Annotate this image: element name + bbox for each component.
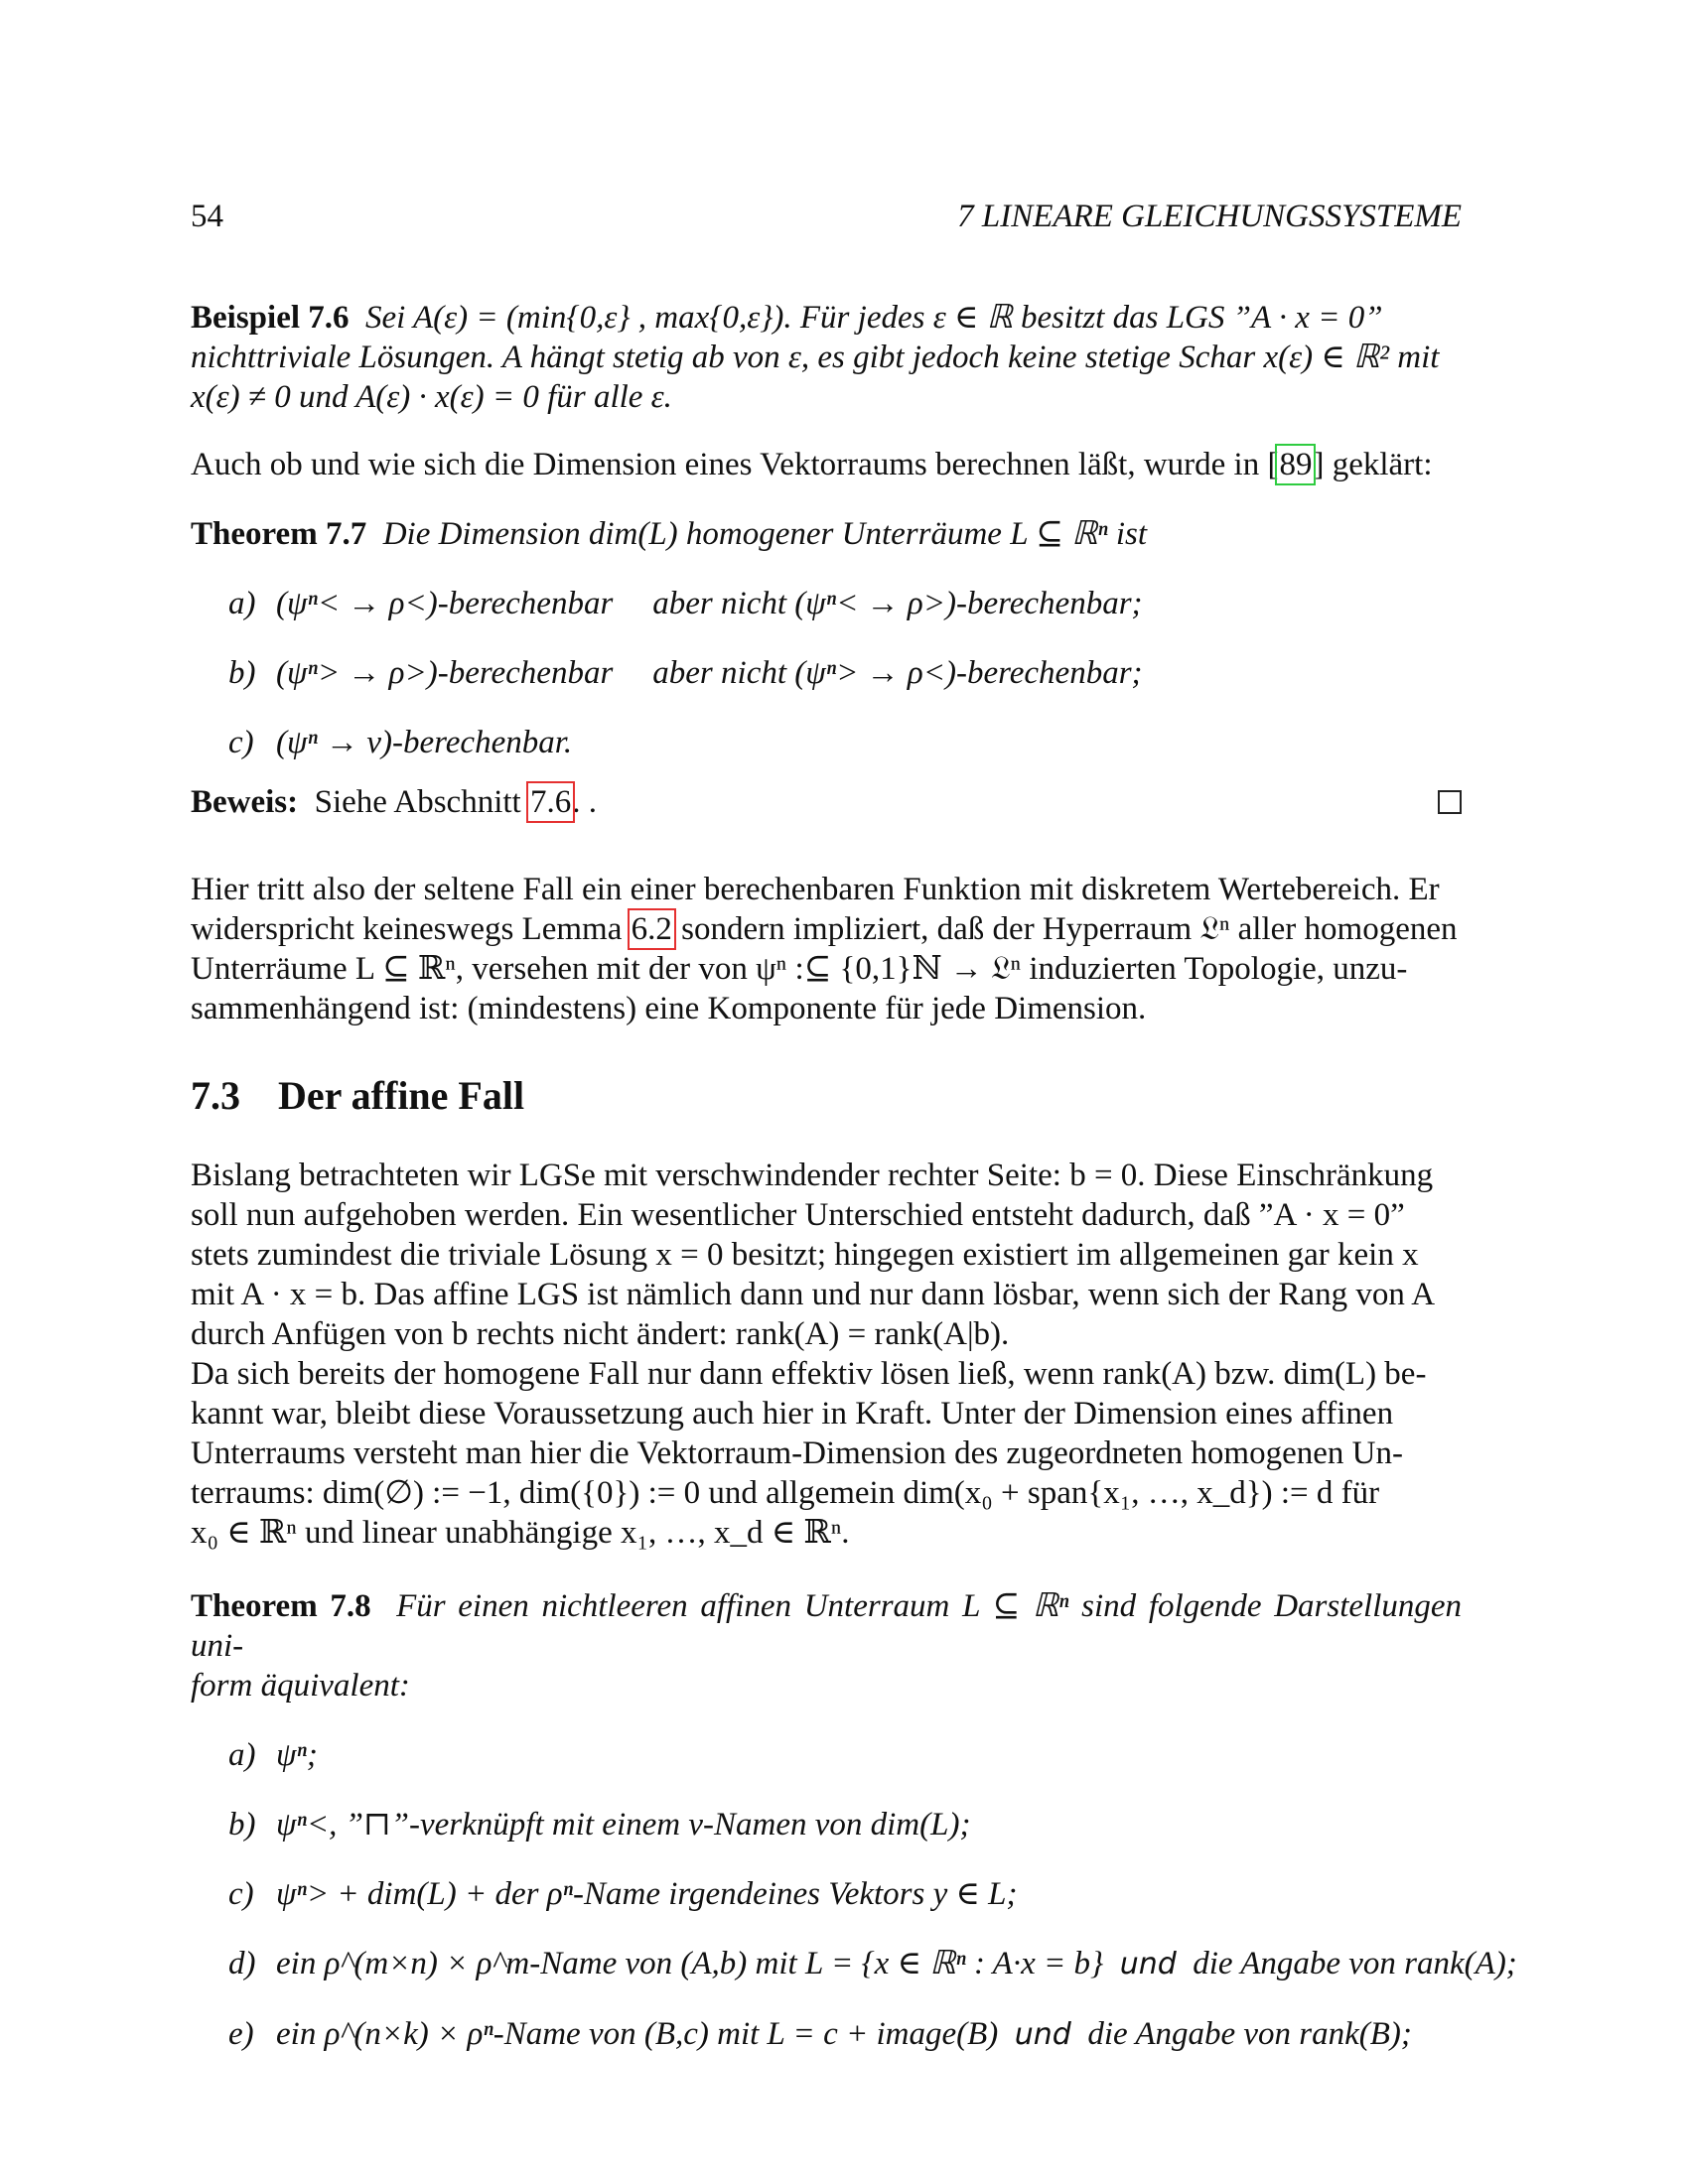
theorem-7-8-items	[228, 1735, 1517, 2055]
example-text: Sei A(ε) = (min{0,ε} , max{0,ε}). Für jedes ε ∈ ℝ besitzt das LGS ”A · x = 0”	[365, 300, 1383, 336]
theorem-statement: Die Dimension dim(L) homogener Unterräume L ⊆ ℝⁿ ist	[382, 516, 1148, 552]
lemma-link[interactable]: 6.2	[631, 911, 672, 947]
para-dimension: Auch ob und wie sich die Dimension eines Vektorraums berechnen läßt, wurde in [89] geklärt:	[191, 447, 1433, 482]
theorem-label: Theorem 7.7	[191, 516, 367, 552]
section-link[interactable]: 7.6	[529, 784, 572, 820]
example-line-1	[191, 298, 1462, 338]
example-line-2: nichttriviale Lösungen. A hängt stetig ab von ε, es gibt jedoch keine stetige Schar x(ε) ∈ ℝ² mit	[191, 340, 1440, 375]
theorem-item: c) (ψⁿ → ν)-berechenbar.	[228, 725, 573, 760]
theorem-item: e) ein ρ^(n×k) × ρⁿ-Name von (B,c) mit L = c + image(B) und die Angabe von rank(B);	[228, 2016, 1412, 2052]
theorem-item: a) ψⁿ;	[228, 1737, 318, 1773]
citation-link[interactable]: 89	[1279, 447, 1313, 482]
theorem-item: b) (ψⁿ> → ρ>)-berechenbar aber nicht (ψⁿ> → ρ<)-berechenbar;	[228, 655, 1143, 691]
theorem-item: b) ψⁿ<, ”⊓”-verknüpft mit einem ν-Namen von dim(L);	[228, 1807, 971, 1843]
theorem-item: d) ein ρ^(m×n) × ρ^m-Name von (A,b) mit L = {x ∈ ℝⁿ : A·x = b} und die Angabe von rank(A);	[228, 1946, 1517, 1981]
section-heading	[191, 1072, 524, 1120]
theorem-7-7-items	[228, 584, 1462, 762]
example-label: Beispiel 7.6	[191, 300, 350, 336]
section-body: Bislang betrachteten wir LGSe mit verschwindender rechter Seite: b = 0. Diese Einschränkung soll nun aufgehoben werden. Ein wesentlicher Unterschied entsteht dadurch, daß ”A · x = 0” stets zumindest die triviale Lösung x = 0 besitzt; hingegen existiert im allgemeinen gar kein x mit A · x = b. Das affine LGS ist nämlich dann und nur dann lösbar, wenn sich der Rang von A durch Anfügen von b rechts nicht ändert: rank(A) = rank(A|b). Da sich bereits der homogene Fall nur dann effektiv lösen ließ, wenn rank(A) bzw. dim(L) be- kannt war, bleibt diese Voraussetzung auch hier in Kraft. Unter der Dimension eines affinen Unterraums versteht man hier die Vektorraum-Dimension des zugeordneten homogenen Un- terraums: dim(∅) := −1, dim({0}) := 0 und allgemein dim(x₀ + span{x₁, …, x_d}) := d für x₀ ∈ ℝⁿ und linear unabhängige x₁, …, x_d ∈ ℝⁿ.	[191, 1158, 1436, 1551]
theorem-7-8: Theorem 7.8 Für einen nichtleeren affinen Unterraum L ⊆ ℝⁿ sind folgende Darstellungen uni- form äquivalent: a) ψⁿ; b) ψⁿ<, ”⊓”-verknüpft mit einem ν-Namen von dim(L); c) ψⁿ> + dim(L) + der ρⁿ-Name irgendeines Vektors y ∈ L; d) ein ρ^(m×n) × ρ^m-Name von (A,b) mit L = {x ∈ ℝⁿ : A·x = b} und die Angabe von rank(A); e) ein ρ^(n×k) × ρⁿ-Name von (B,c) mit L = c + image(B) und die Angabe von rank(B);	[191, 1586, 1462, 2055]
theorem-item: a) (ψⁿ< → ρ<)-berechenbar aber nicht (ψⁿ< → ρ>)-berechenbar;	[228, 586, 1143, 621]
theorem-label: Theorem 7.8	[191, 1588, 371, 1624]
theorem-item: c) ψⁿ> + dim(L) + der ρⁿ-Name irgendeines Vektors y ∈ L;	[228, 1876, 1018, 1912]
example-7-6	[191, 298, 1462, 417]
running-header	[191, 199, 1462, 235]
proof: Beweis: Siehe Abschnitt 7.6. .	[191, 782, 1462, 822]
proof-label: Beweis:	[191, 784, 299, 820]
theorem-7-7	[191, 514, 1462, 762]
chapter-title: 7 LINEARE GLEICHUNGSSYSTEME	[957, 199, 1462, 234]
qed-symbol	[1438, 790, 1462, 814]
example-line-3: x(ε) ≠ 0 und A(ε) · x(ε) = 0 für alle ε.	[191, 379, 672, 415]
page-number: 54	[191, 199, 223, 234]
section-title: Der affine Fall	[278, 1073, 525, 1118]
section-number: 7.3	[191, 1073, 240, 1118]
para-after-proof: Hier tritt also der seltene Fall ein einer berechenbaren Funktion mit diskretem Wertebereich. Er widerspricht keineswegs Lemma 6.2 sondern impliziert, daß der Hyperraum 𝔏ⁿ aller homogenen Unterräume L ⊆ ℝⁿ, versehen mit der von ψⁿ :⊆ {0,1}ℕ → 𝔏ⁿ induzierten Topologie, unzu- sammenhängend ist: (mindestens) eine Komponente für jede Dimension.	[191, 872, 1458, 1026]
